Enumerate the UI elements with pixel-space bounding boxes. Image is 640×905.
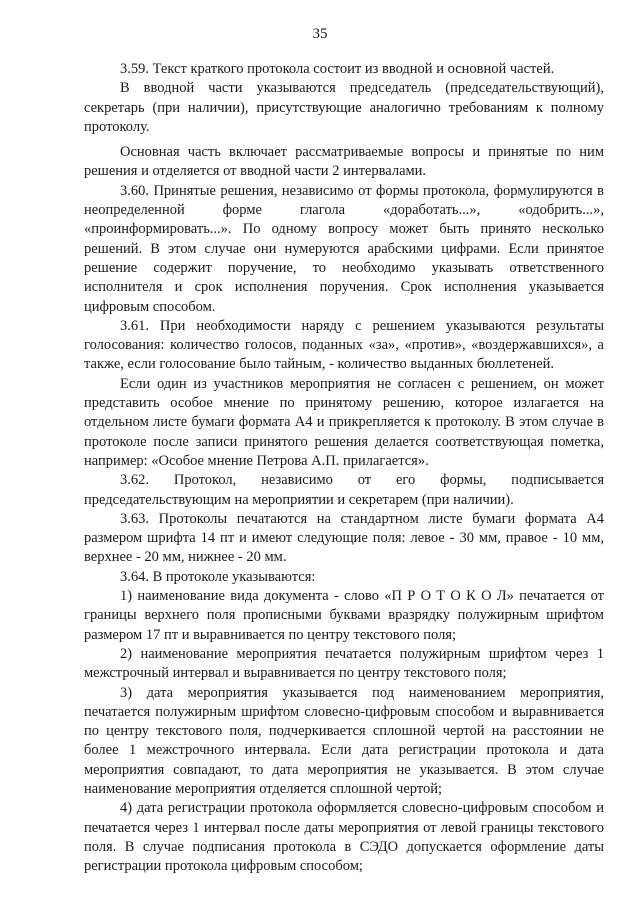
paragraph-3-61: 3.61. При необходимости наряду с решением указываются результаты голосования: количество голосов, поданных «за», «против», «воздержавшихся», а также, если голосование было тайным, - количество выданных бюллетеней. [84,317,604,373]
paragraph-main-part: Основная часть включает рассматриваемые вопросы и принятые по ним решения и отделяется от вводной части 2 интервалами. [84,144,604,180]
list-item-1: 1) наименование вида документа - слово «П Р О Т О К О Л» печатается от границы верхнего поля прописными буквами вразрядку полужирным шрифтом размером 17 пт и выравнивается по центру текстового поля; [84,588,604,643]
list-item-3: 3) дата мероприятия указывается под наименованием мероприятия, печатается полужирным шрифтом словесно-цифровым способом и выравнивается по центру текстового поля, подчеркивается сплошной чертой на расстоянии не более 1 межстрочного интервала. Если дата регистрации протокола и дата мероприятия совпадают, то дата мероприятия не указывается. В этом случае наименование мероприятия отделяется сплошной чертой; [84,684,604,797]
paragraph-3-64: 3.64. В протоколе указываются: [120,568,316,585]
paragraph-introductory-part: В вводной части указываются председатель (председательствующий), секретарь (при наличии), присутствующие аналогично требованиям к полному протоколу. [84,80,604,135]
paragraph-3-60: 3.60. Принятые решения, независимо от формы протокола, формулируются в неопределенной форме глагола «доработать...», «одобрить...», «проинформировать...». По одному вопросу может быть принято несколько решений. В этом случае они нумеруются арабскими цифрами. Если принятое решение содержит поручение, то необходимо указывать ответственного исполнителя и срок исполнения поручения. Срок исполнения указывается цифровым способом. [84,182,604,315]
paragraph-dissenting-opinion: Если один из участников мероприятия не согласен с решением, он может представить особое мнение по принятому решению, которое излагается на отдельном листе бумаги формата А4 и прикрепляется к протоколу. В этом случае в протоколе после записи принятого решения делается соответствующая пометка, например: «Особое мнение Петрова А.П. прилагается». [84,375,604,469]
paragraph-3-59: 3.59. Текст краткого протокола состоит из вводной и основной частей. [120,61,555,77]
paragraph-3-63: 3.63. Протоколы печатаются на стандартном листе бумаги формата А4 размером шрифта 14 пт и имеют следующие поля: левое - 30 мм, правое - 10 мм, верхнее - 20 мм, нижнее - 20 мм. [84,510,604,566]
page-number: 35 [312,26,328,42]
document-body [84,60,604,876]
list-item-4: 4) дата регистрации протокола оформляется словесно-цифровым способом и печатается через 1 интервал после даты мероприятия от левой границы текстового поля. В случае подписания протокола в СЭДО допускается оформление даты регистрации протокола цифровым способом; [84,800,604,875]
list-item-2: 2) наименование мероприятия печатается полужирным шрифтом через 1 межстрочный интервал и выравнивается по центру текстового поля; [84,645,604,682]
paragraph-3-62: 3.62. Протокол, независимо от его формы, подписывается председательствующим на мероприятии и секретарем (при наличии). [84,472,604,508]
